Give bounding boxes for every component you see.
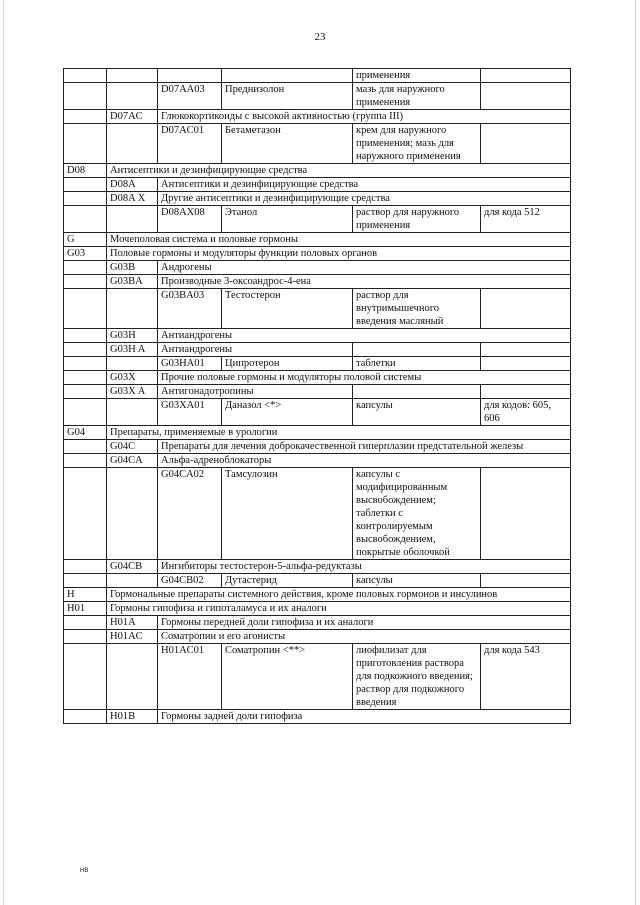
table-cell: Половые гормоны и модуляторы функции половых органов: [107, 247, 571, 261]
scan-edge-left: [3, 0, 4, 905]
table-cell: G04CB02: [158, 574, 222, 588]
table-row: [64, 110, 571, 124]
table-row: [64, 83, 571, 110]
table-cell: [64, 83, 107, 110]
footer-mark: НВ: [80, 868, 89, 874]
table-cell: Бетаметазон: [222, 124, 353, 164]
table-cell: раствор для наружного применения: [353, 206, 481, 233]
table-cell: G03HA01: [158, 357, 222, 371]
table-row: [64, 124, 571, 164]
table-row: [64, 178, 571, 192]
table-cell: Этанол: [222, 206, 353, 233]
table-cell: G04CB: [107, 560, 158, 574]
table-cell: [481, 289, 571, 329]
table-cell: [107, 206, 158, 233]
table-cell: [107, 399, 158, 426]
table-cell: [107, 83, 158, 110]
table-cell: [64, 468, 107, 560]
table-row: [64, 710, 571, 724]
table-cell: Гормоны задней доли гипофиза: [158, 710, 571, 724]
table-cell: G04CA02: [158, 468, 222, 560]
table-cell: [481, 343, 571, 357]
table-cell: G03BA03: [158, 289, 222, 329]
table-cell: G03H: [107, 329, 158, 343]
table-cell: [222, 69, 353, 83]
drug-classification-table: [63, 68, 571, 724]
table-row: [64, 289, 571, 329]
table-cell: Антиандрогены: [158, 329, 571, 343]
table-cell: [353, 343, 481, 357]
table-cell: [107, 69, 158, 83]
table-row: [64, 385, 571, 399]
table-cell: G04CA: [107, 454, 158, 468]
table-cell: [107, 468, 158, 560]
table-cell: Антигонадотропины: [158, 385, 353, 399]
table-cell: [64, 124, 107, 164]
table-cell: G03XA01: [158, 399, 222, 426]
table-cell: мазь для наружного применения: [353, 83, 481, 110]
table-row: [64, 644, 571, 710]
table-cell: Даназол <*>: [222, 399, 353, 426]
table-row: [64, 630, 571, 644]
table-row: [64, 426, 571, 440]
table-cell: [64, 110, 107, 124]
table-row: [64, 399, 571, 426]
table-cell: для кода 543: [481, 644, 571, 710]
table-row: [64, 371, 571, 385]
table-cell: [64, 399, 107, 426]
table-cell: лиофилизат для приготовления раствора для подкожного введения; раствор для подкожного введения: [353, 644, 481, 710]
table-cell: H01B: [107, 710, 158, 724]
table-cell: D08A: [107, 178, 158, 192]
table-row: [64, 247, 571, 261]
table-cell: Прочие половые гормоны и модуляторы половой системы: [158, 371, 571, 385]
table-cell: для кода 512: [481, 206, 571, 233]
table-cell: Тестостерон: [222, 289, 353, 329]
table-cell: D07AC: [107, 110, 158, 124]
table-cell: [353, 385, 481, 399]
table-row: [64, 602, 571, 616]
table-cell: D08AX08: [158, 206, 222, 233]
table-cell: раствор для внутримышечного введения масляный: [353, 289, 481, 329]
table-cell: Гормоны передней доли гипофиза и их аналоги: [158, 616, 571, 630]
table-cell: [158, 69, 222, 83]
table-cell: [107, 574, 158, 588]
table-cell: [64, 343, 107, 357]
table-cell: G04C: [107, 440, 158, 454]
table-cell: H01A: [107, 616, 158, 630]
table-cell: [481, 69, 571, 83]
table-cell: [64, 357, 107, 371]
table-cell: [64, 329, 107, 343]
table-cell: [64, 275, 107, 289]
table-cell: Антисептики и дезинфицирующие средства: [158, 178, 571, 192]
table-cell: H01AC: [107, 630, 158, 644]
table-row: [64, 616, 571, 630]
table-cell: [64, 616, 107, 630]
table-cell: Антиандрогены: [158, 343, 353, 357]
table-row: [64, 233, 571, 247]
table-cell: крем для наружного применения; мазь для наружного применения: [353, 124, 481, 164]
table-cell: Гормональные препараты системного действия, кроме половых гормонов и инсулинов: [107, 588, 571, 602]
table-row: [64, 454, 571, 468]
table-cell: [64, 644, 107, 710]
table-cell: [64, 69, 107, 83]
table-cell: [107, 357, 158, 371]
table-cell: [64, 454, 107, 468]
table-cell: [481, 385, 571, 399]
table-cell: G03X A: [107, 385, 158, 399]
table-cell: Другие антисептики и дезинфицирующие средства: [158, 192, 571, 206]
table-row: [64, 343, 571, 357]
table-cell: Глюкокортикоиды с высокой активностью (группа III): [158, 110, 571, 124]
table-cell: [64, 560, 107, 574]
table-cell: [64, 574, 107, 588]
table-row: [64, 357, 571, 371]
table-cell: Мочеполовая система и половые гормоны: [107, 233, 571, 247]
table-cell: [481, 124, 571, 164]
table-cell: [64, 289, 107, 329]
table-cell: Альфа-адреноблокаторы: [158, 454, 571, 468]
table-cell: G04: [64, 426, 107, 440]
table-cell: Тамсулозин: [222, 468, 353, 560]
table-cell: G03H A: [107, 343, 158, 357]
table-cell: Ципротерон: [222, 357, 353, 371]
table-cell: [64, 385, 107, 399]
table-cell: Преднизолон: [222, 83, 353, 110]
table-cell: [107, 124, 158, 164]
table-cell: [64, 710, 107, 724]
table-row: [64, 560, 571, 574]
table-cell: G: [64, 233, 107, 247]
page-number: 23: [314, 31, 326, 43]
table-cell: H01AC01: [158, 644, 222, 710]
table-cell: D08A X: [107, 192, 158, 206]
table-cell: [481, 468, 571, 560]
table-cell: Соматропин <**>: [222, 644, 353, 710]
table-cell: капсулы: [353, 399, 481, 426]
table-cell: D08: [64, 164, 107, 178]
table-cell: капсулы с модифицированным высвобождением; таблетки с контролируемым высвобождением, покрытые оболочкой: [353, 468, 481, 560]
table-row: [64, 192, 571, 206]
table-cell: для кодов: 605, 606: [481, 399, 571, 426]
table-cell: [64, 371, 107, 385]
table-cell: [481, 83, 571, 110]
table-row: [64, 69, 571, 83]
table-cell: D07AA03: [158, 83, 222, 110]
table-cell: [64, 192, 107, 206]
table-row: [64, 206, 571, 233]
table-cell: [64, 261, 107, 275]
table-cell: Препараты, применяемые в урологии: [107, 426, 571, 440]
table-row: [64, 275, 571, 289]
table-cell: [64, 178, 107, 192]
table-row: [64, 440, 571, 454]
table-row: [64, 588, 571, 602]
table-cell: применения: [353, 69, 481, 83]
table-cell: Препараты для лечения доброкачественной гиперплазии предстательной железы: [158, 440, 571, 454]
table-cell: [64, 440, 107, 454]
table-cell: [481, 357, 571, 371]
table-cell: Производные 3-оксоандрос-4-ена: [158, 275, 571, 289]
table-row: [64, 468, 571, 560]
table-cell: Гормоны гипофиза и гипоталамуса и их аналоги: [107, 602, 571, 616]
table-cell: Соматропин и его агонисты: [158, 630, 571, 644]
table-cell: [107, 289, 158, 329]
table-cell: G03B: [107, 261, 158, 275]
table-cell: Дутастерид: [222, 574, 353, 588]
table-cell: H01: [64, 602, 107, 616]
table-cell: G03: [64, 247, 107, 261]
table-cell: G03X: [107, 371, 158, 385]
table-row: [64, 164, 571, 178]
table-cell: таблетки: [353, 357, 481, 371]
table-cell: [107, 644, 158, 710]
table-row: [64, 329, 571, 343]
table-cell: [64, 206, 107, 233]
table-cell: Антисептики и дезинфицирующие средства: [107, 164, 571, 178]
table-cell: Андрогены: [158, 261, 571, 275]
table-cell: G03BA: [107, 275, 158, 289]
table-cell: D07AC01: [158, 124, 222, 164]
table-cell: Ингибиторы тестостерон-5-альфа-редуктазы: [158, 560, 571, 574]
table-cell: [64, 630, 107, 644]
scan-edge-right: [635, 0, 636, 905]
table-row: [64, 574, 571, 588]
table-cell: капсулы: [353, 574, 481, 588]
table-row: [64, 261, 571, 275]
table-cell: H: [64, 588, 107, 602]
table-cell: [481, 574, 571, 588]
